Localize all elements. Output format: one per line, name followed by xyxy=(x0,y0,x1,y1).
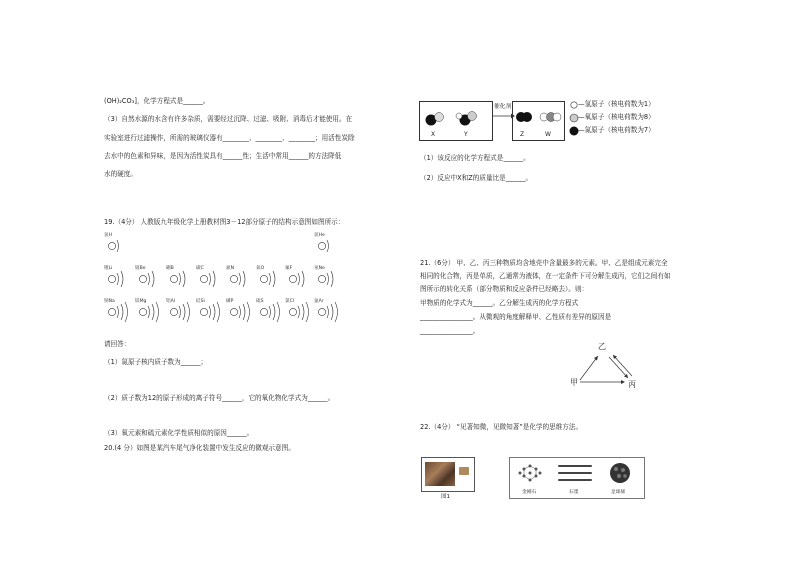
atom-row3 xyxy=(108,302,337,322)
figure-1 xyxy=(421,457,475,492)
fullerene-label: 足球烯 xyxy=(611,490,626,495)
atom-label-ar: 氩Ar xyxy=(314,299,324,304)
q19-2: （2）质子数为12的原子形成的离子符号______，它的氧化物化学式为______。 xyxy=(104,394,335,402)
atom-label-si: 硅Si xyxy=(196,299,205,304)
q20-1: （1）该反应的化学方程式是______。 xyxy=(420,154,530,162)
atom-label-n: 氮N xyxy=(226,266,235,271)
graphite-label: 石墨 xyxy=(569,490,579,495)
atom-label-li: 锂Li xyxy=(104,266,113,271)
q20-title: 20.(4 分）如图是某汽车尾气净化装置中发生反应的微观示意图。 xyxy=(104,444,295,452)
figure-1-c60 xyxy=(459,467,469,475)
figure-1-caption: 图1 xyxy=(441,494,450,500)
q21-line4: 甲物质的化学式为______。乙分解生成丙的化学方程式 xyxy=(420,299,579,307)
mol-label-y: Y xyxy=(464,131,468,138)
atom-structure-diagram xyxy=(100,230,350,330)
diamond-structure xyxy=(519,465,542,482)
q3-line3: 去水中的色素和异味，是因为活性炭具有______性；生活中常用______的方法降低 xyxy=(104,152,342,160)
atom-label-mg: 镁Mg xyxy=(135,299,147,304)
c60-structure xyxy=(610,463,630,483)
catalyst-label: 催化剂 xyxy=(494,104,512,110)
q21-line5: ________________。从微观的角度解释甲、乙性质有差异的原因是 xyxy=(420,313,612,321)
atom-label-s: 硫S xyxy=(256,299,264,304)
atom-row2 xyxy=(108,271,333,287)
atom-label-al: 铝Al xyxy=(166,299,176,304)
legend-nitrogen: —氮原子（核电荷数为7） xyxy=(578,126,655,134)
mol-label-z: Z xyxy=(520,131,525,138)
legend-oxygen: —氧原子（核电荷数为8） xyxy=(578,113,655,121)
transformation-triangle xyxy=(570,346,650,396)
atom-label-f: 氟F xyxy=(285,266,293,271)
tri-jia: 甲 xyxy=(570,378,578,387)
q19-1: （1）氮原子核内质子数为______； xyxy=(104,358,208,366)
atom-label-ne: 氖Ne xyxy=(314,266,325,271)
atom-label-na: 钠Na xyxy=(104,299,115,304)
q22-title: 22.（4分） “见著知微，见微知著”是化学的思维方法。 xyxy=(420,423,583,431)
atom-h xyxy=(108,240,118,252)
atom-he xyxy=(318,240,328,252)
diamond-label: 金刚石 xyxy=(522,490,537,495)
atom-label-h: 氢H xyxy=(104,233,113,238)
figure-2 xyxy=(509,457,645,499)
q19-title: 19.（4分） 人教版九年级化学上册教材图3－12部分原子的结构示意图如图所示： xyxy=(104,218,345,226)
legend-hydrogen: —氢原子（核电荷数为1） xyxy=(578,100,655,108)
ask-label: 请回答： xyxy=(104,340,131,348)
mol-label-x: X xyxy=(431,131,436,138)
q21-line1: 21.（6分） 甲、乙、丙三种物质均含地壳中含量最多的元素。甲、乙是组成元素完全 xyxy=(420,259,668,267)
atom-label-o: 氧O xyxy=(256,266,265,271)
carbon-allotropes-svg xyxy=(510,458,644,488)
mol-label-w: W xyxy=(545,131,551,138)
q21-line3: 图所示的转化关系（部分物质和反应条件已经略去）。则： xyxy=(420,285,589,293)
atom-label-c: 碳C xyxy=(196,266,204,271)
atom-label-b: 硼B xyxy=(166,266,174,271)
q3-line2: 实验室进行过滤操作，所需的玻璃仪器有________、________、________；用活性炭除 xyxy=(104,134,355,142)
graphite-structure xyxy=(558,465,592,481)
tri-yi: 乙 xyxy=(598,342,606,351)
figure-1-photo xyxy=(425,462,455,486)
q19-3: （3）氧元素和硫元素化学性质相似的原因______。 xyxy=(104,429,254,437)
atom-label-he: 氦He xyxy=(314,233,325,238)
q3-line1: （3）自然水源的水含有许多杂质，需要经过沉降、过滤、吸附、消毒后才能使用。在 xyxy=(104,115,353,123)
q21-line6: ________________。 xyxy=(420,327,480,335)
atom-label-p: 磷P xyxy=(226,299,234,304)
formula-line: (OH)₂CO₃]，化学方程式是______。 xyxy=(104,97,210,105)
atom-label-be: 铍Be xyxy=(135,266,146,271)
q20-2: （2）反应中X和Z的质量比是______。 xyxy=(420,174,533,182)
q3-line4: 水的硬度。 xyxy=(104,170,137,178)
q21-line2: 相同的化合物，丙是单质，乙通常为液体，在一定条件下可分解生成丙，它们之间有如 xyxy=(420,272,671,280)
tri-bing: 丙 xyxy=(628,380,636,389)
atom-diagram-svg xyxy=(100,230,350,330)
atom-label-cl: 氯Cl xyxy=(285,299,295,304)
